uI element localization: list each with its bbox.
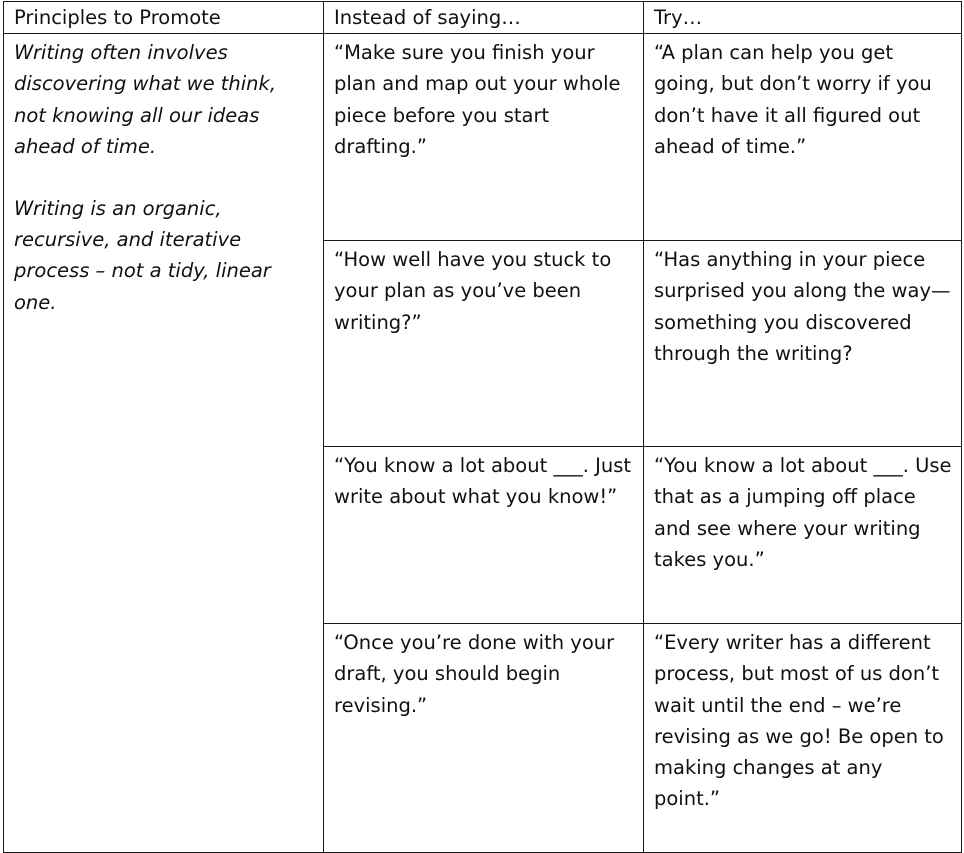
try-cell: [644, 34, 962, 241]
header-row: [4, 2, 962, 34]
instead-text: “You know a lot about ___. Just write about what you know!”: [334, 454, 632, 509]
instead-cell: [324, 34, 644, 241]
principles-cell: [4, 34, 324, 853]
instead-text: “Make sure you finish your plan and map out your whole piece before you start drafting.”: [334, 41, 621, 158]
table-row: [4, 34, 962, 241]
try-text: “A plan can help you get going, but don’t worry if you don’t have it all figured out ahead of time.”: [654, 41, 932, 158]
instead-cell: [324, 624, 644, 853]
principle-text: Writing often involves discovering what we think, not knowing all our ideas ahead of time.: [14, 41, 277, 158]
writing-principles-table: [3, 1, 962, 853]
principle-text: Writing is an organic, recursive, and iterative process – not a tidy, linear one.: [14, 197, 271, 314]
try-text: “Every writer has a different process, but most of us don’t wait until the end – we’re revising as we go! Be open to making changes at any point.”: [654, 631, 944, 811]
header-try: Try…: [644, 2, 962, 34]
try-text: “Has anything in your piece surprised you along the way—something you discovered through the writing?: [654, 248, 951, 365]
instead-cell: [324, 447, 644, 624]
try-cell: [644, 447, 962, 624]
instead-text: “Once you’re done with your draft, you should begin revising.”: [334, 631, 615, 717]
instead-cell: [324, 241, 644, 447]
header-instead-of-saying: Instead of saying…: [324, 2, 644, 34]
try-cell: [644, 241, 962, 447]
try-cell: [644, 624, 962, 853]
instead-text: “How well have you stuck to your plan as you’ve been writing?”: [334, 248, 612, 334]
header-principles: Principles to Promote: [4, 2, 324, 34]
try-text: “You know a lot about ___. Use that as a jumping off place and see where your writing takes you.”: [654, 454, 952, 571]
